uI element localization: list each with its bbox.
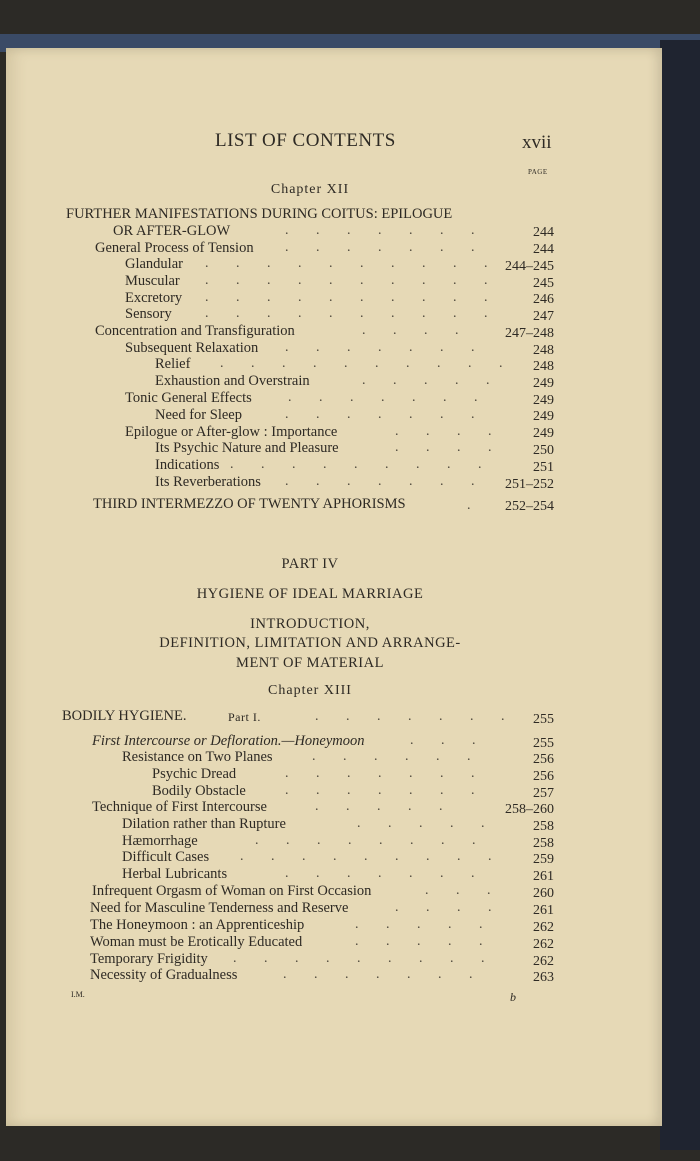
toc-entry-text: Tonic General Effects bbox=[125, 390, 252, 406]
leader-dots: . . . bbox=[410, 733, 488, 748]
leader-dots: . bbox=[467, 498, 483, 513]
toc-entry-page: 251 bbox=[533, 460, 554, 475]
leader-dots: . . . . bbox=[362, 323, 471, 338]
toc-entry-text: Woman must be Erotically Educated bbox=[90, 934, 303, 950]
introduction-heading: INTRODUCTION, bbox=[250, 616, 370, 632]
section-title: BODILY HYGIENE. bbox=[62, 708, 187, 724]
toc-entry-text: Technique of First Intercourse bbox=[92, 799, 267, 815]
signature-mark: I.M. bbox=[71, 990, 85, 999]
toc-entry-page: 262 bbox=[533, 954, 554, 969]
leader-dots: . . . . . . . . . . bbox=[205, 256, 500, 271]
toc-entry-page: 244–245 bbox=[505, 259, 554, 274]
folio-number: xvii bbox=[522, 132, 552, 153]
toc-entry-page: 257 bbox=[533, 786, 554, 801]
toc-entry-text: Dilation rather than Rupture bbox=[122, 816, 286, 832]
toc-entry-page: 258–260 bbox=[505, 802, 554, 817]
toc-entry-text: Excretory bbox=[125, 290, 183, 306]
leader-dots: . . . . . . . bbox=[285, 866, 487, 881]
toc-entry-page: 258 bbox=[533, 836, 554, 851]
toc-entry-text: Sensory bbox=[125, 306, 172, 322]
toc-entry-page: 247–248 bbox=[505, 326, 554, 341]
section-part-label: Part I. bbox=[228, 710, 261, 724]
toc-entry-text: Concentration and Transfiguration bbox=[95, 323, 295, 339]
toc-entry-page: 247 bbox=[533, 309, 554, 324]
toc-entry-text: Resistance on Two Planes bbox=[122, 749, 273, 765]
leader-dots: . . . . . . . . bbox=[255, 833, 488, 848]
toc-entry-text: THIRD INTERMEZZO OF TWENTY APHORISMS bbox=[93, 496, 406, 512]
leader-dots: . . . . bbox=[395, 440, 504, 455]
toc-entry-text: Its Reverberations bbox=[155, 474, 261, 490]
toc-entry-page: 261 bbox=[533, 903, 554, 918]
toc-entry-page: 252–254 bbox=[505, 499, 554, 514]
toc-entry-page: 262 bbox=[533, 937, 554, 952]
leader-dots: . . . . . . . . . . bbox=[220, 356, 515, 371]
leader-dots: . . . . . bbox=[357, 816, 497, 831]
toc-entry-text: Temporary Frigidity bbox=[90, 951, 208, 967]
toc-entry-page: 251–252 bbox=[505, 477, 554, 492]
toc-entry-page: 249 bbox=[533, 393, 554, 408]
leader-dots: . . . . . . . . . . bbox=[205, 290, 500, 305]
toc-entry-page: 245 bbox=[533, 276, 554, 291]
leader-dots: . . . . . . . bbox=[285, 783, 487, 798]
leader-dots: . . . . . . . . . . bbox=[205, 306, 500, 321]
toc-entry-text: The Honeymoon : an Apprenticeship bbox=[90, 917, 305, 933]
toc-entry-page: 255 bbox=[533, 736, 554, 751]
leader-dots: . . . . . . . bbox=[283, 967, 485, 982]
toc-entry-text: Subsequent Relaxation bbox=[125, 340, 259, 356]
toc-entry-page: 256 bbox=[533, 752, 554, 767]
toc-entry-page: 260 bbox=[533, 886, 554, 901]
toc-entry-text: Exhaustion and Overstrain bbox=[155, 373, 310, 389]
chapter-heading: Chapter XII bbox=[270, 182, 350, 197]
part-subtitle: HYGIENE OF IDEAL MARRIAGE bbox=[196, 586, 424, 602]
leader-dots: . . . . . . . bbox=[315, 709, 517, 724]
leader-dots: . . . . . . . . . bbox=[233, 951, 497, 966]
leader-dots: . . . . . . . . . bbox=[240, 849, 504, 864]
introduction-heading: DEFINITION, LIMITATION AND ARRANGE- bbox=[159, 635, 461, 651]
toc-entry-text: Psychic Dread bbox=[152, 766, 237, 782]
leader-dots: . . . . bbox=[395, 900, 504, 915]
leader-dots: . . . . . . . bbox=[285, 407, 487, 422]
signature-letter: b bbox=[510, 990, 516, 1004]
toc-entry-text: Bodily Obstacle bbox=[152, 783, 246, 799]
running-title: LIST OF CONTENTS bbox=[215, 130, 396, 151]
toc-entry-text: Need for Masculine Tenderness and Reserve bbox=[90, 900, 349, 916]
toc-entry-page: 250 bbox=[533, 443, 554, 458]
toc-entry-page: 263 bbox=[533, 970, 554, 985]
part-title: PART IV bbox=[281, 556, 339, 572]
leader-dots: . . . . . . . . . . bbox=[205, 273, 500, 288]
leader-dots: . . . . . . . bbox=[285, 766, 487, 781]
toc-entry-page: 249 bbox=[533, 376, 554, 391]
toc-entry-text: Herbal Lubricants bbox=[122, 866, 228, 882]
leader-dots: . . . . . bbox=[355, 934, 495, 949]
toc-entry-text: FURTHER MANIFESTATIONS DURING COITUS: EPILOGUE bbox=[66, 206, 453, 222]
leader-dots: . . . . . . . . . bbox=[230, 457, 494, 472]
book-cover-edge bbox=[660, 40, 700, 1150]
leader-dots: . . . . . . bbox=[312, 749, 483, 764]
leader-dots: . . . . . . . bbox=[285, 240, 487, 255]
toc-entry-page: 262 bbox=[533, 920, 554, 935]
toc-entry-page: 249 bbox=[533, 426, 554, 441]
toc-entry-page: 246 bbox=[533, 292, 554, 307]
toc-entry-page: 258 bbox=[533, 819, 554, 834]
leader-dots: . . . . . . . bbox=[285, 474, 487, 489]
toc-entry-text: Need for Sleep bbox=[155, 407, 242, 423]
toc-entry-page: 261 bbox=[533, 869, 554, 884]
toc-entry-text: Hæmorrhage bbox=[122, 833, 198, 849]
chapter-heading: Chapter XIII bbox=[268, 683, 352, 698]
leader-dots: . . . bbox=[425, 883, 503, 898]
leader-dots: . . . . . . . bbox=[285, 223, 487, 238]
toc-entry-page: 256 bbox=[533, 769, 554, 784]
toc-entry-page: 249 bbox=[533, 409, 554, 424]
toc-entry-page: 248 bbox=[533, 359, 554, 374]
toc-entry-page: 259 bbox=[533, 852, 554, 867]
toc-entry-text: Difficult Cases bbox=[122, 849, 210, 865]
toc-entry-text: Its Psychic Nature and Pleasure bbox=[155, 440, 339, 456]
toc-entry-page: 244 bbox=[533, 242, 554, 257]
leader-dots: . . . . . . . bbox=[288, 390, 490, 405]
toc-entry-text: Indications bbox=[155, 457, 220, 473]
toc-entry-text: Epilogue or After-glow : Importance bbox=[125, 424, 338, 440]
toc-entry-page: 244 bbox=[533, 225, 554, 240]
leader-dots: . . . . . bbox=[355, 917, 495, 932]
toc-entry-text: First Intercourse or Defloration.—Honeymoon bbox=[92, 733, 365, 749]
toc-entry-text: Glandular bbox=[125, 256, 183, 272]
toc-entry-text: Relief bbox=[155, 356, 191, 372]
toc-entry-text: OR AFTER-GLOW bbox=[113, 223, 231, 239]
leader-dots: . . . . . bbox=[315, 799, 455, 814]
toc-entry-page: 255 bbox=[533, 712, 554, 727]
toc-entry-page: 248 bbox=[533, 343, 554, 358]
toc-entry-text: Necessity of Gradualness bbox=[90, 967, 238, 983]
toc-entry-text: Muscular bbox=[125, 273, 180, 289]
page-column-label: PAGE bbox=[528, 168, 548, 176]
leader-dots: . . . . . . . bbox=[285, 340, 487, 355]
leader-dots: . . . . bbox=[395, 424, 504, 439]
introduction-heading: MENT OF MATERIAL bbox=[236, 655, 384, 671]
toc-entry-text: Infrequent Orgasm of Woman on First Occasion bbox=[92, 883, 372, 899]
toc-entry-text: General Process of Tension bbox=[95, 240, 254, 256]
leader-dots: . . . . . bbox=[362, 373, 502, 388]
